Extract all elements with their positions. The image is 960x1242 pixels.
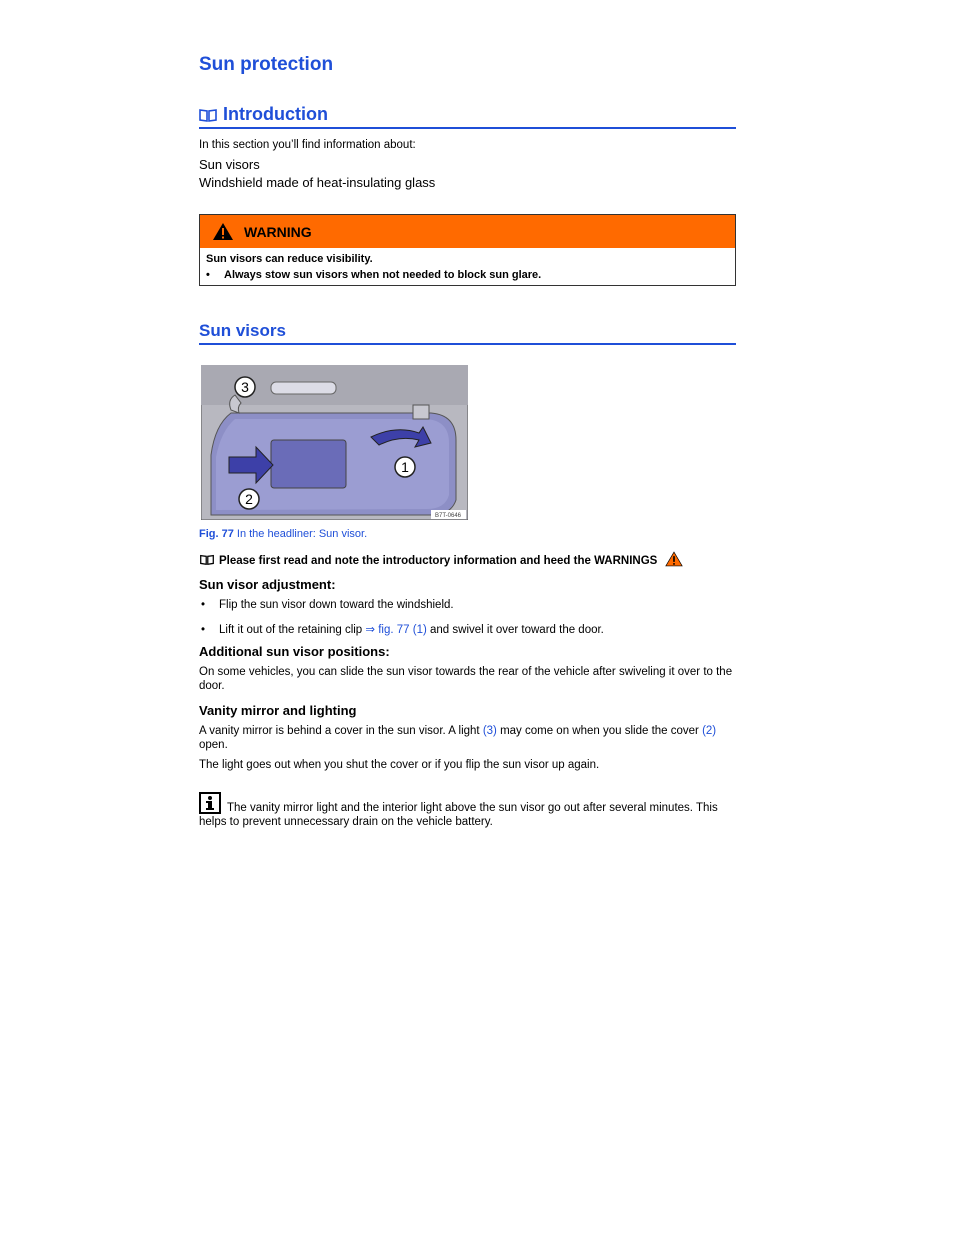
warning-icon (665, 551, 683, 567)
page-title: Sun protection (199, 54, 334, 75)
bullet-icon: • (206, 269, 210, 281)
topic-item: Windshield made of heat-insulating glass (199, 175, 436, 190)
vanity-text: A vanity mirror is behind a cover in the sun visor. A light (3) may come on when you slide the cover (2) open. (199, 725, 717, 751)
list-item: • Lift it out of the retaining clip ⇒ fig. 77 (1) and swivel it over toward the door. (201, 624, 604, 636)
sun-visor-figure (201, 365, 468, 520)
warning-body (200, 248, 735, 286)
book-icon (199, 554, 215, 565)
fig-77-link[interactable]: ⇒ fig. 77 (1) (365, 624, 427, 636)
warning-header (200, 215, 735, 248)
figure-caption: Fig. 77 In the headliner: Sun visor. (199, 528, 368, 540)
read-note: Please first read and note the introductory information and heed the WARNINGS (199, 551, 736, 568)
vanity-heading: Vanity mirror and lighting (199, 703, 357, 718)
callout-3-link[interactable]: (3) (482, 725, 497, 737)
callout-2-link[interactable]: (2) (702, 725, 717, 737)
warning-bullet-row: • Always stow sun visors when not needed to block sun glare. (206, 269, 542, 281)
intro-heading: Introduction (199, 104, 736, 129)
figure-code: B7T-0646 (434, 513, 462, 519)
book-icon (199, 108, 217, 122)
callout-1: 1 (401, 459, 409, 475)
list-item: • Flip the sun visor down toward the windshield. (201, 599, 454, 611)
warning-line: Sun visors can reduce visibility. (206, 253, 373, 265)
vanity-text-2: The light goes out when you shut the cover or if you flip the sun visor up again. (199, 759, 600, 771)
sun-visor-illustration (201, 365, 468, 520)
visors-heading: Sun visors (199, 321, 736, 345)
warning-box (199, 214, 736, 286)
topic-item: Sun visors (199, 157, 260, 172)
callout-2: 2 (245, 491, 253, 507)
info-note: The vanity mirror light and the interior light above the sun visor go out after several minutes. This helps to prevent unnecessary drain on the vehicle battery. (199, 792, 736, 829)
callout-3: 3 (241, 379, 249, 395)
bullet-icon: • (201, 624, 206, 636)
warning-icon (212, 222, 234, 241)
additional-text: On some vehicles, you can slide the sun visor towards the rear of the vehicle after swiveling it over to the door. (199, 666, 733, 692)
adjust-heading: Sun visor adjustment: (199, 577, 336, 592)
warning-title: WARNING (244, 223, 312, 240)
bullet-icon: • (201, 599, 206, 611)
additional-heading: Additional sun visor positions: (199, 644, 390, 659)
intro-lead: In this section you’ll find information about: (199, 139, 416, 151)
info-icon (199, 792, 221, 814)
